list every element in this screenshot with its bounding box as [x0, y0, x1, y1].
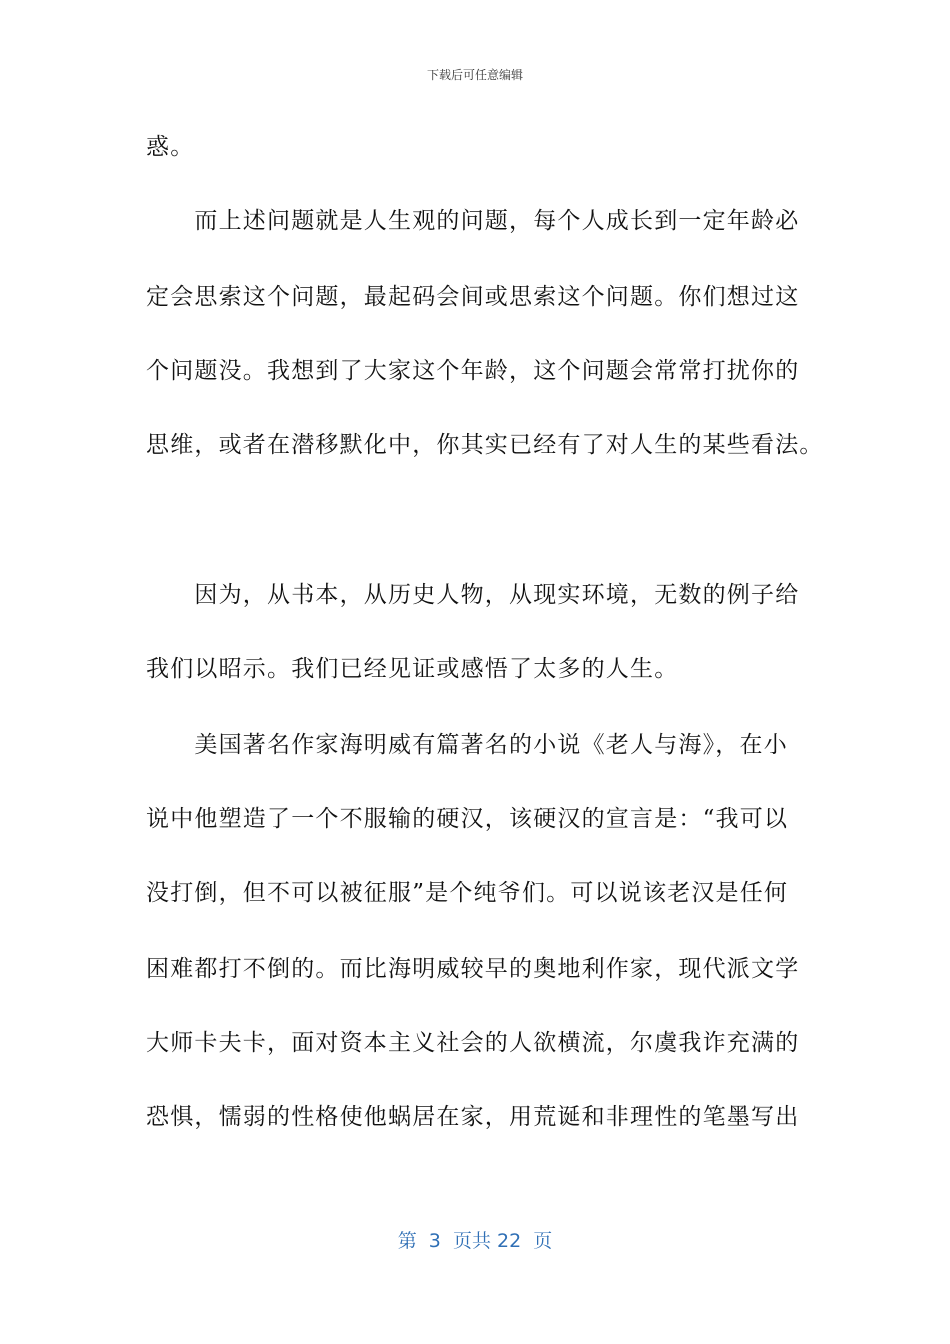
body-line: 美国著名作家海明威有篇著名的小说《老人与海》，在小 [146, 732, 788, 758]
body-line: 思维，或者在潜移默化中，你其实已经有了对人生的某些看法。 [146, 432, 824, 458]
body-line: 而上述问题就是人生观的问题，每个人成长到一定年龄必 [146, 208, 800, 234]
page-header: 下载后可任意编辑 [426, 68, 523, 82]
body-line: 恐惧，懦弱的性格使他蜗居在家，用荒诞和非理性的笔墨写出 [146, 1104, 800, 1130]
body-line: 没打倒，但不可以被征服”是个纯爷们。可以说该老汉是任何 [146, 880, 789, 906]
body-line: 惑。 [146, 134, 195, 160]
page-number-footer: 第 3 页共 22 页 [397, 1230, 553, 1252]
body-line: 困难都打不倒的。而比海明威较早的奥地利作家，现代派文学 [146, 956, 800, 982]
body-line: 定会思索这个问题，最起码会间或思索这个问题。你们想过这 [146, 284, 800, 310]
body-line: 说中他塑造了一个不服输的硬汉，该硬汉的宣言是：“我可以 [146, 806, 789, 832]
body-line: 因为，从书本，从历史人物，从现实环境，无数的例子给 [146, 582, 800, 608]
body-line: 个问题没。我想到了大家这个年龄，这个问题会常常打扰你的 [146, 358, 800, 384]
body-line: 大师卡夫卡，面对资本主义社会的人欲横流，尔虞我诈充满的 [146, 1030, 800, 1056]
body-line: 我们以昭示。我们已经见证或感悟了太多的人生。 [146, 656, 679, 682]
